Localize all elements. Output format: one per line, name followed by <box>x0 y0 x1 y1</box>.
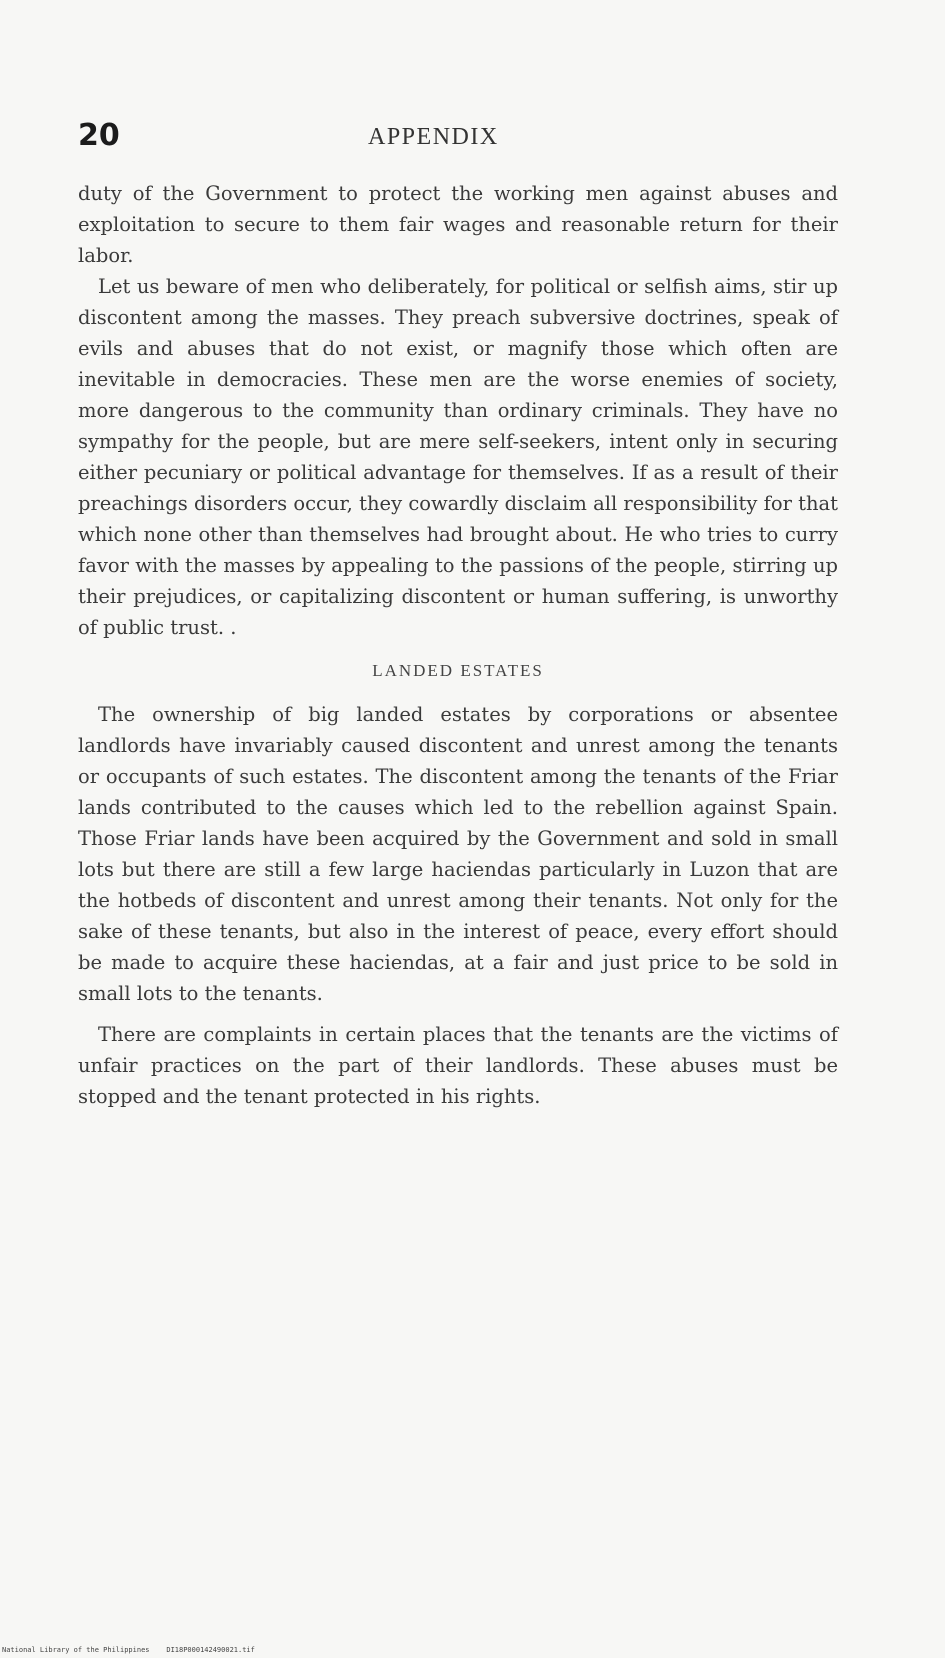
scan-credit: National Library of the Philippines DI18P000142490021.tif <box>2 1646 255 1654</box>
paragraph-landed-estates <box>78 699 838 1009</box>
page-header <box>78 118 878 158</box>
paragraph-2-text: Let us beware of men who deliberately, for political or selfish aims, stir up discontent among the masses. They preach subversive doctrines, speak of evils and abuses that do not exist, or magnify those which often are inevitable in democracies. These men are the worse enemies of society, more dangerous to the community than ordinary criminals. They have no sympathy for the people, but are mere self-seekers, intent only in securing either pecuniary or political advantage for themselves. If as a result of their preachings disorders occur, they cowardly disclaim all responsibility for that which none other than themselves had brought about. He who tries to curry favor with the masses by appealing to the passions of the people, stirring up their prejudices, or capitalizing discontent or human suffering, is unworthy of public trust. . <box>78 275 838 639</box>
paragraph-complaints <box>78 1019 838 1112</box>
page-number: 20 <box>78 118 120 153</box>
section-heading: LANDED ESTATES <box>372 661 544 680</box>
paragraph-continued <box>78 178 838 271</box>
running-head: APPENDIX <box>368 124 499 150</box>
paragraph-beware <box>78 271 838 643</box>
paragraph-1-text: duty of the Government to protect the working men against abuses and exploitation to secure to them fair wages and reasonable return for their labor. <box>78 182 838 267</box>
paragraph-3-text: The ownership of big landed estates by corporations or absentee landlords have invariably caused discontent and unrest among the tenants or occupants of such estates. The discontent among the tenants of the Friar lands contributed to the causes which led to the rebellion against Spain. Those Friar lands have been acquired by the Government and sold in small lots but there are still a few large haciendas particularly in Luzon that are the hotbeds of discontent and unrest among their tenants. Not only for the sake of these tenants, but also in the interest of peace, every effort should be made to acquire these haciendas, at a fair and just price to be sold in small lots to the tenants. <box>78 703 838 1005</box>
paragraph-4-text: There are complaints in certain places that the tenants are the victims of unfair practices on the part of their landlords. These abuses must be stopped and the tenant protected in his rights. <box>78 1023 838 1108</box>
body-text <box>78 178 838 1112</box>
